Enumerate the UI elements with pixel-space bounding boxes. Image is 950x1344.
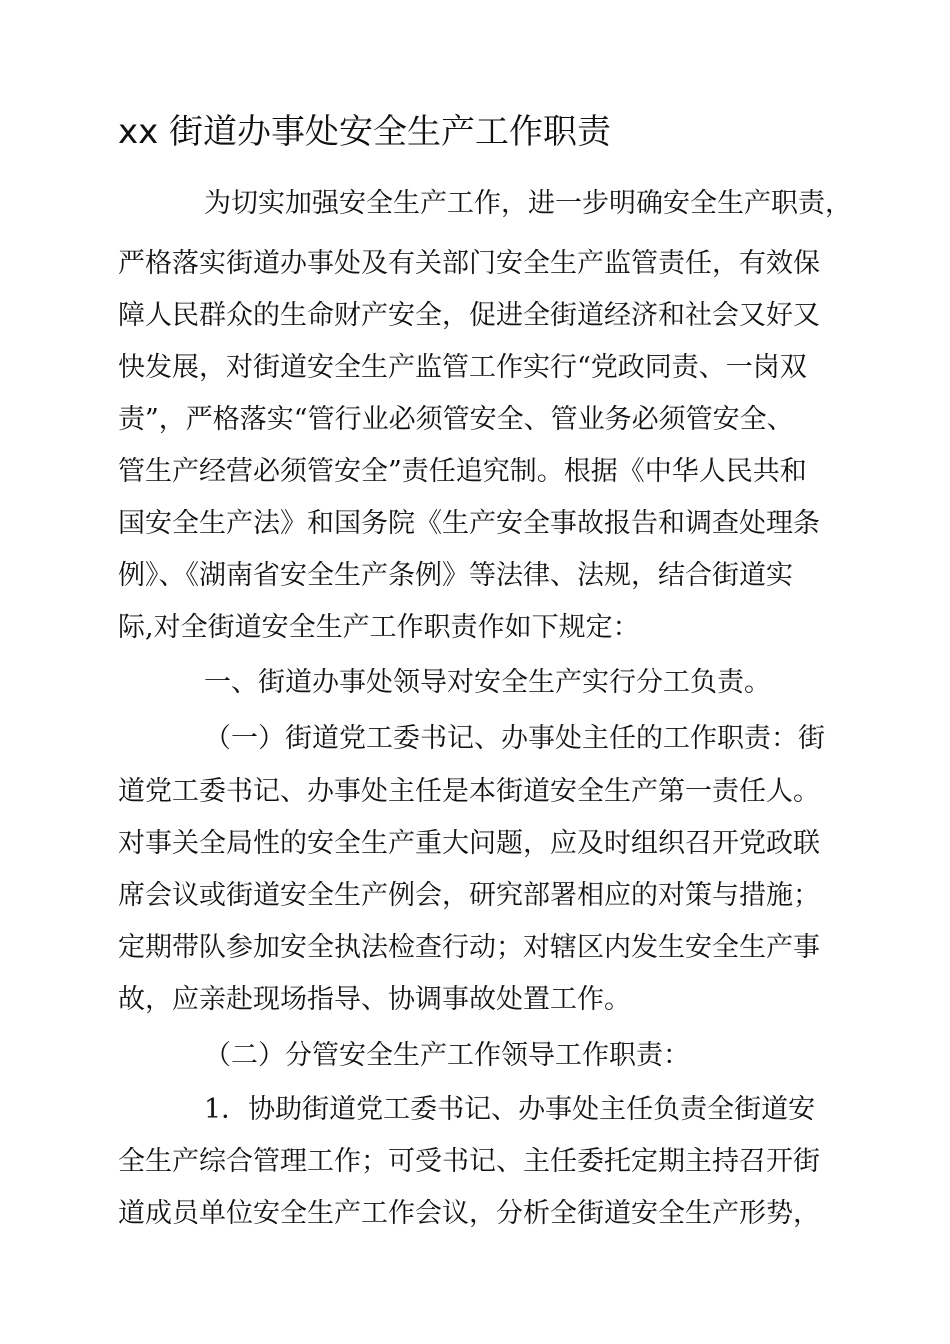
body-line: 为切实加强安全生产工作，进一步明确安全生产职责， <box>204 188 852 219</box>
body-line: 管生产经营必须管安全”责任追究制。根据《中华人民共和 <box>118 456 807 487</box>
body-line: 席会议或街道安全生产例会，研究部署相应的对策与措施； <box>118 880 820 911</box>
body-line: 对事关全局性的安全生产重大问题，应及时组织召开党政联 <box>118 828 820 859</box>
body-line: 定期带队参加安全执法检查行动；对辖区内发生安全生产事 <box>118 932 820 963</box>
body-line: 严格落实街道办事处及有关部门安全生产监管责任，有效保 <box>118 248 820 279</box>
body-line: 际,对全街道安全生产工作职责作如下规定： <box>118 612 640 643</box>
body-line: 故，应亲赴现场指导、协调事故处置工作。 <box>118 984 631 1015</box>
body-line: 道党工委书记、办事处主任是本街道安全生产第一责任人。 <box>118 776 820 807</box>
subsection-heading: （一）街道党工委书记、办事处主任的工作职责：街 <box>204 723 825 754</box>
body-line: 责”，严格落实“管行业必须管安全、管业务必须管安全、 <box>118 404 794 435</box>
section-heading: 一、街道办事处领导对安全生产实行分工负责。 <box>204 667 771 698</box>
body-line: 快发展，对街道安全生产监管工作实行“党政同责、一岗双 <box>118 352 807 383</box>
body-line: 道成员单位安全生产工作会议，分析全街道安全生产形势， <box>118 1198 820 1229</box>
body-line: 例》、《湖南省安全生产条例》等法律、法规，结合街道实 <box>118 560 793 591</box>
subsection-heading: （二）分管安全生产工作领导工作职责： <box>204 1040 690 1071</box>
document-title: xx 街道办事处安全生产工作职责 <box>118 112 612 152</box>
body-line: 障人民群众的生命财产安全，促进全街道经济和社会又好又 <box>118 300 820 331</box>
body-line: 全生产综合管理工作；可受书记、主任委托定期主持召开街 <box>118 1146 820 1177</box>
body-line: 国安全生产法》和国务院《生产安全事故报告和调查处理条 <box>118 508 820 539</box>
list-item: 1．协助街道党工委书记、办事处主任负责全街道安 <box>204 1094 816 1125</box>
